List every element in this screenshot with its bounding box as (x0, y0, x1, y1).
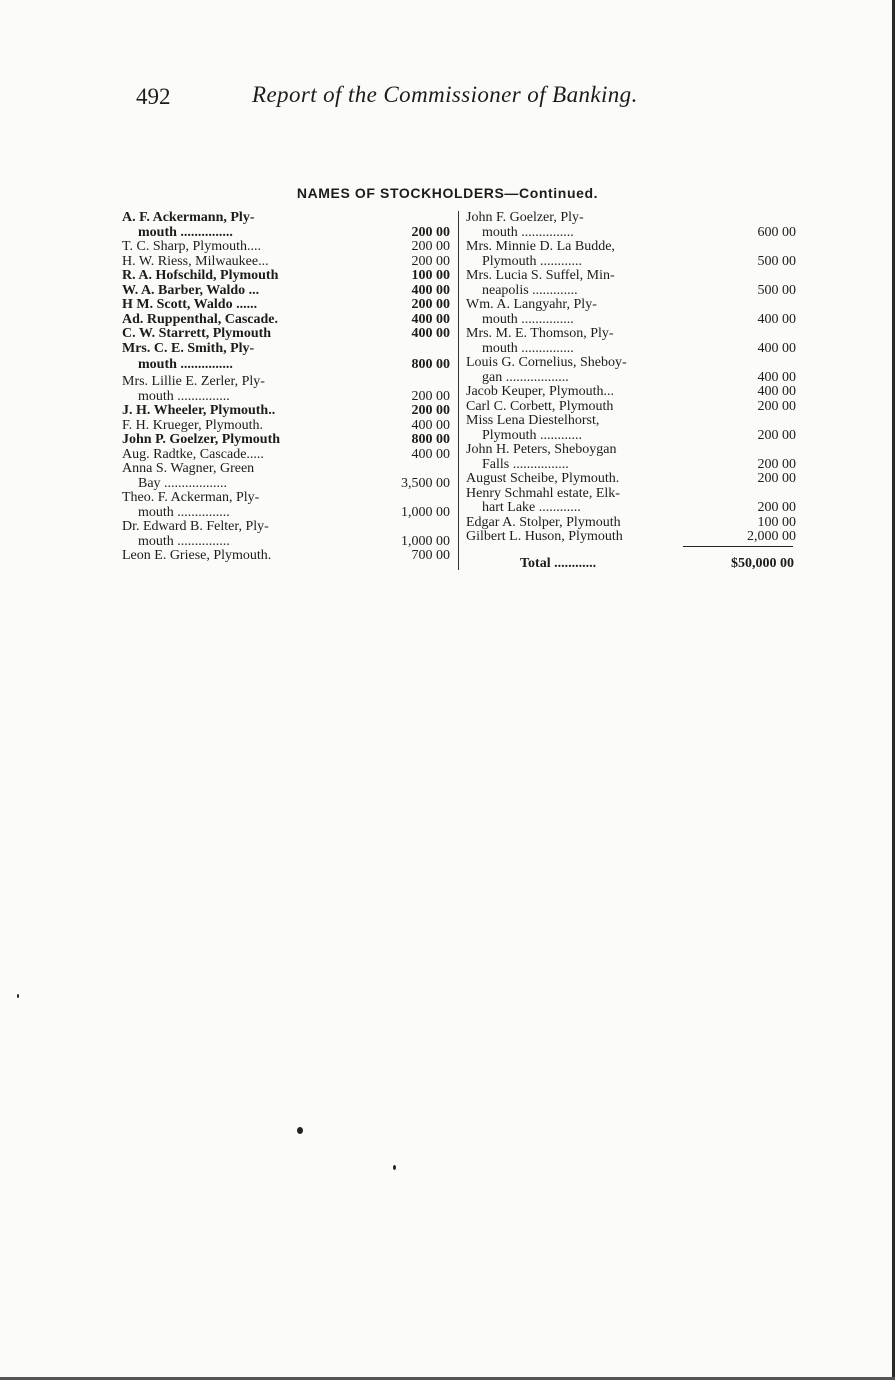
list-item: Plymouth ............ 200 00 (482, 427, 796, 443)
list-item: Edgar A. Stolper, Plymouth 100 00 (466, 514, 796, 530)
list-item: Gilbert L. Huson, Plymouth 2,000 00 (466, 529, 796, 544)
list-item: Miss Lena Diestelhorst, (466, 413, 600, 428)
list-item: Henry Schmahl estate, Elk- (466, 485, 620, 501)
list-item: mouth ............... 600 00 (482, 224, 796, 240)
list-item: mouth ............... 1,000 00 (138, 504, 450, 520)
list-item: T. C. Sharp, Plymouth.... 200 00 (122, 239, 450, 254)
list-item: F. H. Krueger, Plymouth. 400 00 (122, 417, 450, 433)
total-amount: $50,000 00 (731, 556, 794, 571)
total-label: Total ............ (520, 556, 597, 571)
list-item: Theo. F. Ackerman, Ply- (122, 490, 260, 505)
list-item: Ad. Ruppenthal, Cascade. 400 00 (122, 311, 450, 327)
total-row (520, 556, 794, 572)
list-item: H. W. Riess, Milwaukee... 200 00 (122, 253, 450, 269)
ink-speck (393, 1165, 396, 1170)
list-item: Aug. Radtke, Cascade..... 400 00 (122, 446, 450, 462)
list-item: Plymouth ............ 500 00 (482, 253, 796, 269)
list-item: August Scheibe, Plymouth. 200 00 (466, 471, 796, 486)
list-item: Wm. A. Langyahr, Ply- (466, 297, 597, 312)
list-item: H M. Scott, Waldo ...... 200 00 (122, 297, 450, 312)
list-item: Dr. Edward B. Felter, Ply- (122, 519, 269, 534)
list-item: mouth ............... 800 00 (138, 357, 450, 372)
ink-speck (297, 1127, 303, 1134)
list-item: Mrs. C. E. Smith, Ply- (122, 340, 255, 356)
column-divider (458, 211, 459, 570)
list-item: mouth ............... 400 00 (482, 311, 796, 327)
section-title: NAMES OF STOCKHOLDERS—Continued. (296, 185, 599, 201)
list-item: John H. Peters, Sheboygan (466, 442, 617, 457)
list-item: W. A. Barber, Waldo ... 400 00 (122, 282, 450, 298)
list-item: Falls ................ 200 00 (482, 456, 796, 472)
list-item: R. A. Hofschild, Plymouth 100 00 (122, 268, 450, 283)
right-column (466, 211, 796, 545)
running-title: Report of the Commissioner of Banking. (252, 82, 638, 107)
list-item: Carl C. Corbett, Plymouth 200 00 (466, 398, 796, 414)
list-item: Jacob Keuper, Plymouth... 400 00 (466, 384, 796, 399)
list-item: gan .................. 400 00 (482, 369, 796, 385)
list-item: hart Lake ............ 200 00 (482, 500, 796, 515)
list-item: Leon E. Griese, Plymouth. 700 00 (122, 548, 450, 563)
ink-speck (17, 994, 19, 998)
list-item: mouth ............... 400 00 (482, 340, 796, 356)
list-item: Mrs. Minnie D. La Budde, (466, 239, 615, 254)
list-item: Mrs. Lucia S. Suffel, Min- (466, 268, 615, 283)
list-item: neapolis ............. 500 00 (482, 282, 796, 298)
list-item: mouth ............... 1,000 00 (138, 533, 450, 549)
list-item: John P. Goelzer, Plymouth 800 00 (122, 432, 450, 447)
list-item: mouth ............... 200 00 (138, 388, 450, 404)
list-item: John F. Goelzer, Ply- (466, 210, 584, 225)
total-rule (683, 546, 793, 547)
list-item: Bay .................. 3,500 00 (138, 475, 450, 491)
page-number: 492 (136, 84, 171, 109)
list-item: Louis G. Cornelius, Sheboy- (466, 355, 627, 370)
list-item: A. F. Ackermann, Ply- (122, 210, 255, 225)
left-column (122, 211, 450, 564)
list-item: J. H. Wheeler, Plymouth.. 200 00 (122, 403, 450, 418)
list-item: C. W. Starrett, Plymouth 400 00 (122, 326, 450, 341)
list-item: Anna S. Wagner, Green (122, 461, 255, 476)
list-item: mouth ............... 200 00 (138, 224, 450, 240)
list-item: Mrs. M. E. Thomson, Ply- (466, 326, 614, 341)
list-item: Mrs. Lillie E. Zerler, Ply- (122, 374, 265, 389)
